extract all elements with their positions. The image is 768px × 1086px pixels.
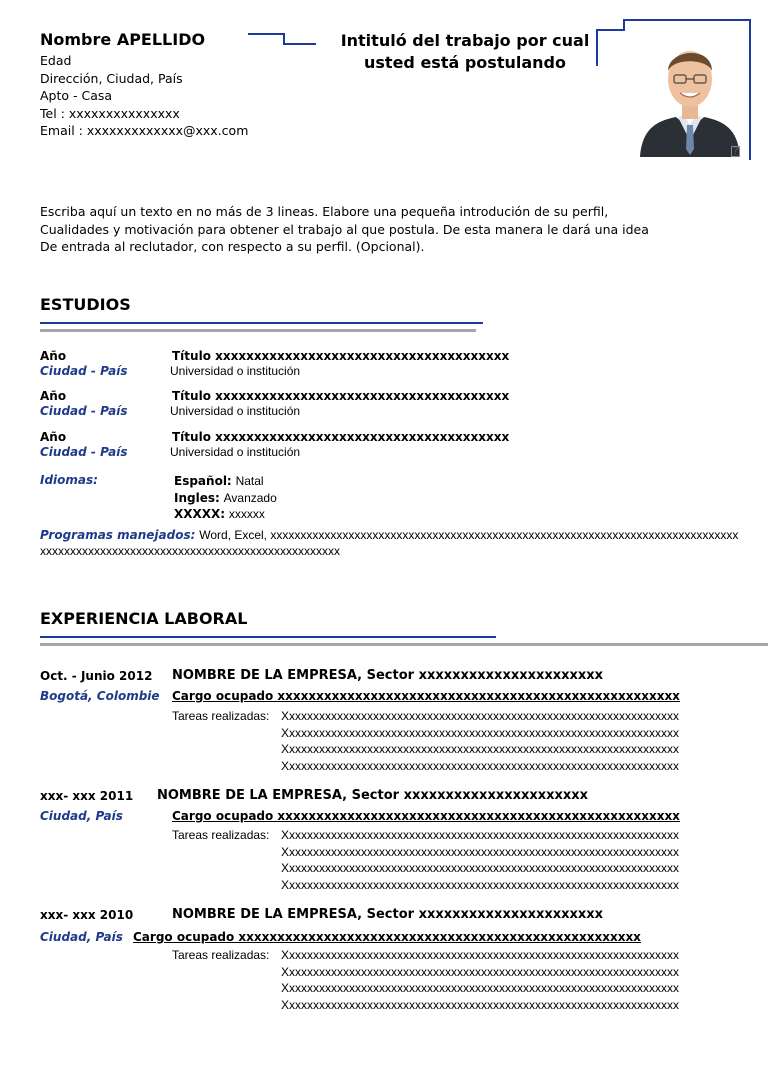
task-line: Xxxxxxxxxxxxxxxxxxxxxxxxxxxxxxxxxxxxxxxxxxxxxxxxxxxxxxxxxxxxxxxxxx	[281, 844, 680, 859]
job-date: xxx- xxx 2010	[40, 908, 134, 922]
study-place: Ciudad - País	[40, 364, 128, 378]
intro-line: De entrada al reclutador, con respecto a su perfil. (Opcional).	[40, 239, 425, 254]
study-title: Título xxxxxxxxxxxxxxxxxxxxxxxxxxxxxxxxxxxxxx	[172, 430, 510, 444]
job-position: Cargo ocupado xxxxxxxxxxxxxxxxxxxxxxxxxxxxxxxxxxxxxxxxxxxxxxxxxxxx	[172, 689, 680, 703]
study-place: Ciudad - País	[40, 404, 128, 418]
intro-line: Cualidades y motivación para obtener el trabajo al que postula. De esta manera le dará una idea	[40, 221, 649, 237]
language-item: XXXXX: xxxxxx	[174, 507, 265, 521]
study-institution: Universidad o institución	[170, 404, 301, 418]
task-line: Xxxxxxxxxxxxxxxxxxxxxxxxxxxxxxxxxxxxxxxxxxxxxxxxxxxxxxxxxxxxxxxxxx	[281, 981, 680, 995]
task-line: Xxxxxxxxxxxxxxxxxxxxxxxxxxxxxxxxxxxxxxxxxxxxxxxxxxxxxxxxxxxxxxxxxx	[281, 877, 680, 892]
candidate-name: Nombre APELLIDO	[40, 30, 206, 49]
contact-info	[40, 52, 248, 140]
study-year: Año	[40, 430, 67, 444]
job-date: xxx- xxx 2011	[40, 789, 134, 803]
task-line: Xxxxxxxxxxxxxxxxxxxxxxxxxxxxxxxxxxxxxxxxxxxxxxxxxxxxxxxxxxxxxxxxxx	[281, 828, 680, 842]
job-company: NOMBRE DE LA EMPRESA, Sector xxxxxxxxxxxxxxxxxxxxxx	[172, 668, 604, 683]
task-line: Xxxxxxxxxxxxxxxxxxxxxxxxxxxxxxxxxxxxxxxxxxxxxxxxxxxxxxxxxxxxxxxxxx	[281, 861, 680, 875]
task-line: Xxxxxxxxxxxxxxxxxxxxxxxxxxxxxxxxxxxxxxxxxxxxxxxxxxxxxxxxxxxxxxxxxx	[281, 964, 680, 979]
study-title: Título xxxxxxxxxxxxxxxxxxxxxxxxxxxxxxxxxxxxxx	[172, 389, 510, 403]
section-rule-blue	[40, 636, 496, 638]
job-place: Ciudad, País	[40, 809, 123, 823]
languages-label: Idiomas:	[40, 473, 98, 487]
study-title: Título xxxxxxxxxxxxxxxxxxxxxxxxxxxxxxxxxxxxxx	[172, 349, 510, 363]
job-place: Ciudad, País	[40, 930, 123, 944]
contact-phone: Tel : xxxxxxxxxxxxxxx	[40, 105, 180, 121]
intro-line: Escriba aquí un texto en no más de 3 lineas. Elabore una pequeña introdución de su perfil,	[40, 204, 609, 219]
software-skills	[40, 528, 738, 542]
avatar-portrait-icon	[636, 25, 744, 157]
contact-apartment: Apto - Casa	[40, 88, 113, 103]
section-heading-estudios: ESTUDIOS	[40, 295, 131, 314]
job-tasks-label: Tareas realizadas:	[172, 709, 270, 723]
profile-intro	[40, 203, 649, 256]
language-item: Español: Natal	[174, 474, 264, 488]
task-line: Xxxxxxxxxxxxxxxxxxxxxxxxxxxxxxxxxxxxxxxxxxxxxxxxxxxxxxxxxxxxxxxxxx	[281, 997, 680, 1012]
contact-age: Edad	[40, 53, 72, 68]
contact-email: Email : xxxxxxxxxxxxx@xxx.com	[40, 123, 249, 138]
section-heading-experiencia: EXPERIENCIA LABORAL	[40, 609, 248, 628]
job-company: NOMBRE DE LA EMPRESA, Sector xxxxxxxxxxxxxxxxxxxxxx	[172, 907, 604, 922]
section-rule-gray	[40, 329, 476, 332]
job-tasks	[281, 947, 679, 1013]
job-tasks-label: Tareas realizadas:	[172, 948, 270, 962]
job-position: Cargo ocupado xxxxxxxxxxxxxxxxxxxxxxxxxxxxxxxxxxxxxxxxxxxxxxxxxxxx	[133, 930, 641, 944]
task-line: Xxxxxxxxxxxxxxxxxxxxxxxxxxxxxxxxxxxxxxxxxxxxxxxxxxxxxxxxxxxxxxxxxx	[281, 742, 680, 756]
task-line: Xxxxxxxxxxxxxxxxxxxxxxxxxxxxxxxxxxxxxxxxxxxxxxxxxxxxxxxxxxxxxxxxxx	[281, 709, 680, 723]
study-institution: Universidad o institución	[170, 364, 301, 378]
job-company: NOMBRE DE LA EMPRESA, Sector xxxxxxxxxxxxxxxxxxxxxx	[157, 788, 589, 803]
header-connector-line	[248, 34, 316, 44]
software-list: Word, Excel, xxxxxxxxxxxxxxxxxxxxxxxxxxxxxxxxxxxxxxxxxxxxxxxxxxxxxxxxxxxxxxxxxxxxxxxxxxxxxx	[199, 528, 739, 542]
job-place: Bogotá, Colombie	[40, 689, 160, 703]
job-tasks	[281, 708, 679, 774]
profile-photo	[636, 25, 744, 157]
language-item: Ingles: Avanzado	[174, 490, 277, 505]
study-year: Año	[40, 389, 67, 403]
section-rule-blue	[40, 322, 483, 324]
section-rule-gray	[40, 643, 768, 646]
task-line: Xxxxxxxxxxxxxxxxxxxxxxxxxxxxxxxxxxxxxxxxxxxxxxxxxxxxxxxxxxxxxxxxxx	[281, 725, 680, 740]
task-line: Xxxxxxxxxxxxxxxxxxxxxxxxxxxxxxxxxxxxxxxxxxxxxxxxxxxxxxxxxxxxxxxxxx	[281, 758, 680, 773]
job-position: Cargo ocupado xxxxxxxxxxxxxxxxxxxxxxxxxxxxxxxxxxxxxxxxxxxxxxxxxxxx	[172, 809, 680, 823]
task-line: Xxxxxxxxxxxxxxxxxxxxxxxxxxxxxxxxxxxxxxxxxxxxxxxxxxxxxxxxxxxxxxxxxx	[281, 948, 680, 962]
job-title: Intituló del trabajo por cual usted está postulando	[340, 31, 590, 72]
job-tasks	[281, 827, 679, 893]
study-institution: Universidad o institución	[170, 445, 301, 459]
software-list-continued: xxxxxxxxxxxxxxxxxxxxxxxxxxxxxxxxxxxxxxxxxxxxxxxxxx	[40, 544, 340, 558]
languages-list	[174, 473, 277, 523]
contact-address: Dirección, Ciudad, País	[40, 70, 183, 86]
job-tasks-label: Tareas realizadas:	[172, 828, 270, 842]
photo-marker: ?	[733, 146, 739, 157]
study-year: Año	[40, 349, 67, 363]
software-label: Programas manejados:	[40, 528, 196, 542]
job-date: Oct. - Junio 2012	[40, 669, 153, 683]
study-place: Ciudad - País	[40, 445, 128, 459]
